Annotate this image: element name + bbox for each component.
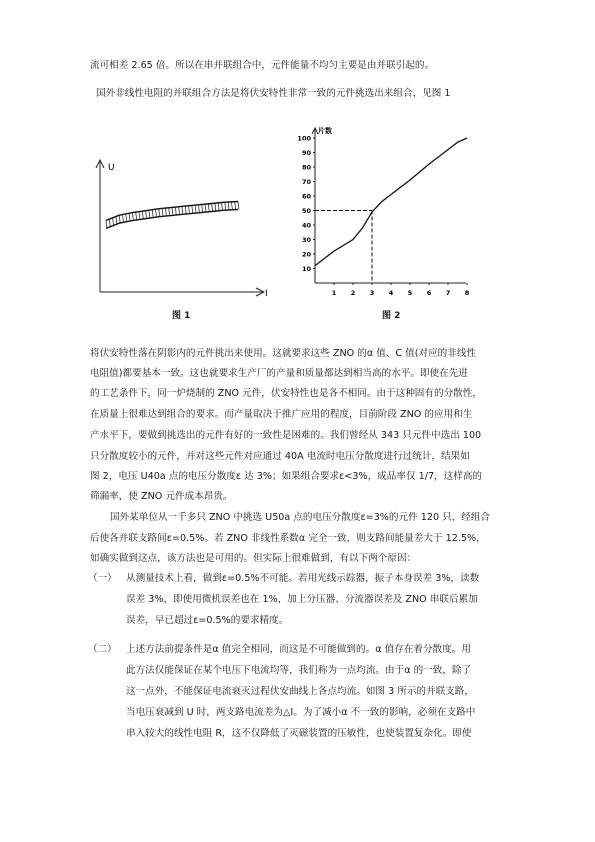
band-hatch xyxy=(152,210,153,218)
p2-line-3: 如确实做到这点，该方法也是可用的。但实际上很难做到，有以下两个原因： xyxy=(90,553,417,564)
band-hatch xyxy=(165,208,166,216)
y-tick-label: 50 xyxy=(301,207,311,215)
band-hatch xyxy=(126,214,127,222)
figure-2-y-label: 片数 xyxy=(318,127,332,135)
item-2-line-3: 这一点外，不能保证电流衰灭过程伏安曲线上各点均流。如图 3 所示的并联支路， xyxy=(126,686,474,697)
band-hatch xyxy=(238,202,239,210)
figure-2-axes xyxy=(312,128,466,283)
p1-line-3: 的工艺条件下，同一炉烧制的 ZNO 元件，伏安特性也是各不相同。由于这种固有的分散性， xyxy=(90,388,482,399)
y-tick-label: 80 xyxy=(301,163,311,172)
band-hatch xyxy=(116,217,117,225)
band-hatch xyxy=(202,204,203,212)
item-2-line-2: 此方法仅能保证在某个电压下电流均等，我们称为一点均流。由于α 的一致，除了 xyxy=(126,665,472,676)
band-hatch xyxy=(225,202,226,210)
band-hatch xyxy=(119,215,120,223)
y-tick-label: 30 xyxy=(301,236,311,244)
item-2-line-1: 上述方法前提条件是α 值完全相同，而这是不可能做到的。α 值存在着分散度。用 xyxy=(126,644,471,655)
x-tick-label: 6 xyxy=(426,289,432,297)
y-tick-label: 100 xyxy=(297,134,311,143)
band-hatch xyxy=(113,218,114,226)
y-tick-label: 10 xyxy=(301,265,311,273)
figure-1 xyxy=(90,150,280,310)
figure-1-axes xyxy=(96,160,264,296)
band-hatch xyxy=(156,209,157,217)
band-hatch xyxy=(149,210,150,218)
band-hatch xyxy=(189,206,190,214)
y-tick-label: 20 xyxy=(301,250,311,259)
band-hatch xyxy=(182,206,183,214)
band-hatch xyxy=(123,215,124,223)
p1-line-6: 只分散度较小的元件，并对这些元件对应通过 40A 电流时电压分散度进行过统计，结果如 xyxy=(90,451,470,462)
band-hatch xyxy=(132,213,133,221)
x-tick-label: 7 xyxy=(445,289,451,297)
band-hatch xyxy=(235,202,236,210)
band-hatch xyxy=(169,208,170,216)
band-hatch xyxy=(218,203,219,211)
band-hatch xyxy=(215,203,216,211)
intro-line-2: 国外非线性电阻的并联组合方法是将伏安特性非常一致的元件挑选出来组合，见图 1 xyxy=(96,88,451,99)
band-hatch xyxy=(192,205,193,213)
p1-line-8: 筛漏率，使 ZNO 元件成本昂贵。 xyxy=(90,491,233,502)
figure-1-caption: 图 1 xyxy=(172,311,191,321)
count-curve xyxy=(315,138,467,266)
x-tick-label: 5 xyxy=(407,289,413,297)
band-hatch xyxy=(208,204,209,212)
band-hatch xyxy=(231,202,232,210)
x-tick-label: 4 xyxy=(388,289,394,297)
figure-2 xyxy=(297,120,480,305)
y-tick-label: 90 xyxy=(301,149,311,157)
item-1-line-3: 误差，早已超过ε=0.5%的要求精度。 xyxy=(126,615,289,626)
band-hatch xyxy=(142,211,143,219)
band-hatch xyxy=(185,206,186,214)
figure-1-x-label: I xyxy=(265,289,268,299)
intro-line-1: 流可相差 2.65 倍。所以在串并联组合中，元件能量不均匀主要是由并联引起的。 xyxy=(90,60,435,71)
band-hatch xyxy=(195,205,196,213)
p2-line-1: 国外某单位从一千多只 ZNO 中挑选 U50a 点的电压分散度ε=3%的元件 120 只，经组合 xyxy=(110,512,491,523)
p2-line-2: 后使各并联支路间ε=0.5%。若 ZNO 非线性系数α 完全一致，则支路间能量差大于 12.5%， xyxy=(90,533,486,544)
figure-2-caption: 图 2 xyxy=(382,311,401,321)
band-hatch xyxy=(136,212,137,220)
x-tick-label: 3 xyxy=(369,289,375,297)
item-1-line-2: 误差 3%，即使用微机误差也在 1%，加上分压器、分流器误差及 ZNO 串联后累加 xyxy=(126,594,478,605)
x-tick-label: 1 xyxy=(331,289,337,297)
x-tick-label: 2 xyxy=(350,289,356,297)
band-lower-curve xyxy=(106,210,238,229)
item-2-line-4: 当电压衰减到 U 时，两支路电流差为△I。为了减小α 不一致的影响，必须在支路中 xyxy=(126,707,476,718)
item-2-label: （二） xyxy=(88,644,117,655)
figure-2-plot xyxy=(315,138,467,283)
figure-1-y-label: U xyxy=(108,163,115,173)
y-tick-label: 60 xyxy=(301,192,311,201)
y-tick-label: 40 xyxy=(301,221,311,230)
p1-line-4: 在质量上很难达到组合的要求。而产量取决于推广应用的程度，目前阶段 ZNO 的应用和生 xyxy=(90,409,473,420)
band-hatch xyxy=(106,220,107,228)
band-hatch xyxy=(146,211,147,219)
figure-2-ticks xyxy=(297,135,469,298)
band-hatch xyxy=(129,213,130,221)
x-tick-label: 8 xyxy=(464,289,470,297)
band-hatch xyxy=(205,204,206,212)
p1-line-7: 图 2，电压 U40a 点的电压分散度ε 达 3%；如果组合要求ε<3%，成品率仅 1/7，这样高的 xyxy=(90,471,483,482)
item-2-line-5: 串入较大的线性电阻 R，这不仅降低了灭磁装置的压敏性，也使装置复杂化。即使 xyxy=(126,728,472,739)
band-hatch xyxy=(179,207,180,215)
item-1-label: （一） xyxy=(88,573,117,584)
band-hatch xyxy=(139,212,140,220)
band-hatch xyxy=(109,219,110,227)
band-hatch xyxy=(162,208,163,216)
band-hatch xyxy=(198,205,199,213)
band-hatch xyxy=(172,207,173,215)
p1-line-2: 电阻值)都要基本一致。这也就要求生产厂的产量和质量都达到相当高的水平。即使在先进 xyxy=(90,368,468,379)
band-hatch xyxy=(175,207,176,215)
band-hatch xyxy=(222,203,223,211)
item-1-line-1: 从测量技术上看，做到ε=0.5%不可能。若用光线示踪器，振子本身误差 3%，读数 xyxy=(126,573,480,584)
p1-line-1: 将伏安特性落在阴影内的元件挑出来使用。这就要求这些 ZNO 的α 值、C 值(对应的非线性 xyxy=(90,348,477,359)
band-hatch xyxy=(212,204,213,212)
y-tick-label: 70 xyxy=(301,178,311,186)
band-hatch xyxy=(228,202,229,210)
p1-line-5: 产水平下，要做到挑选出的元件有好的一致性是困难的。我们曾经从 343 只元件中选出 100 xyxy=(90,430,482,441)
figure-1-plot xyxy=(106,202,239,229)
band-hatch xyxy=(159,209,160,217)
